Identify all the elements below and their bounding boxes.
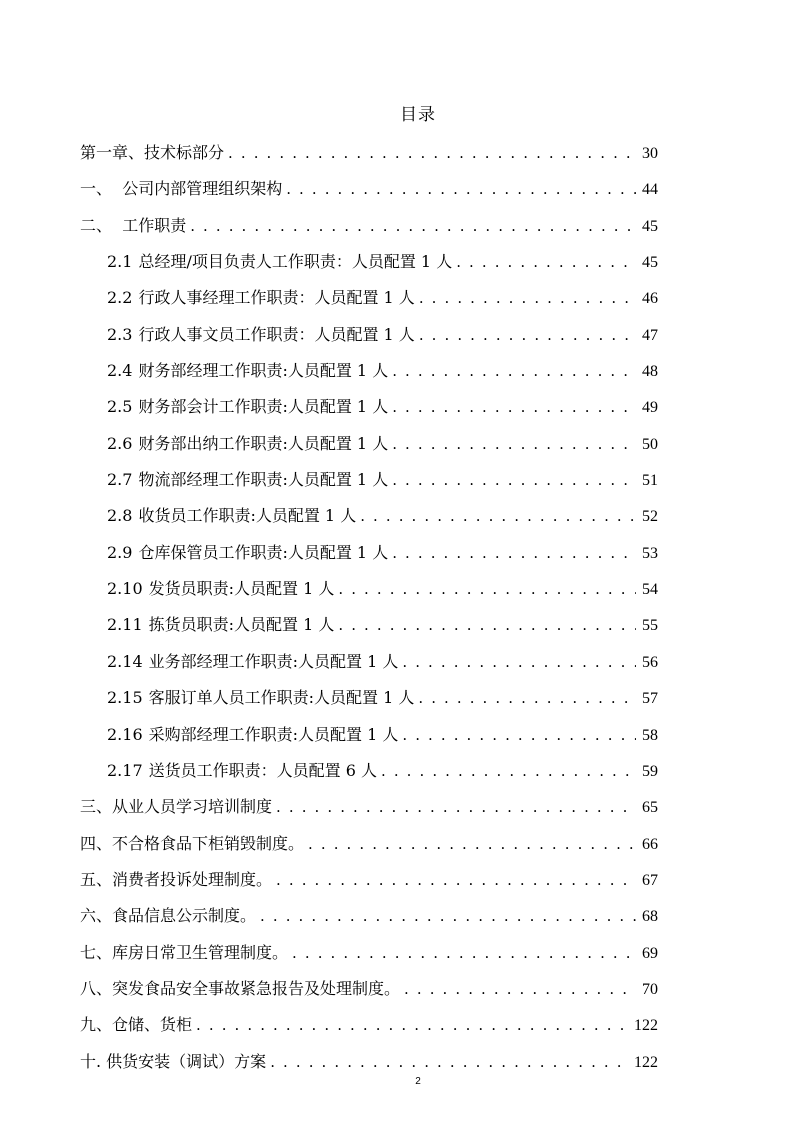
toc-entry-title: 工作职责 bbox=[112, 215, 187, 235]
toc-dot-leader bbox=[456, 249, 636, 275]
toc-entry[interactable] bbox=[80, 831, 658, 867]
toc-dot-leader bbox=[418, 685, 636, 711]
toc-dot-leader bbox=[381, 758, 636, 784]
toc-entry-number: 2.5 bbox=[107, 397, 133, 417]
toc-entry-title: 采购部经理工作职责:人员配置 1 人 bbox=[148, 724, 399, 744]
toc-entry-title: 四、不合格食品下柜销毁制度。 bbox=[80, 833, 305, 853]
toc-dot-leader bbox=[228, 140, 636, 166]
toc-entry[interactable] bbox=[80, 431, 658, 467]
toc-entry-title: 八、突发食品安全事故紧急报告及处理制度。 bbox=[80, 978, 401, 998]
toc-entry[interactable] bbox=[80, 794, 658, 830]
toc-entry-number: 一、 bbox=[80, 179, 113, 199]
toc-entry-title: 行政人事经理工作职责：人员配置 1 人 bbox=[138, 288, 415, 308]
toc-entry-page: 56 bbox=[642, 653, 658, 671]
toc-entry-page: 50 bbox=[642, 435, 658, 453]
toc-entry-page: 65 bbox=[642, 799, 658, 817]
toc-entry-title: 第一章、技术标部分 bbox=[80, 143, 225, 162]
toc-entry-title: 收货员工作职责:人员配置 1 人 bbox=[138, 506, 357, 526]
toc-dot-leader bbox=[270, 1049, 628, 1075]
toc-dot-leader bbox=[404, 976, 636, 1002]
toc-entry-title: 发货员职责:人员配置 1 人 bbox=[148, 579, 335, 599]
toc-entry-page: 68 bbox=[642, 908, 658, 926]
toc-entry-page: 67 bbox=[642, 871, 658, 889]
toc-entry-page: 66 bbox=[642, 835, 658, 853]
toc-entry-page: 70 bbox=[642, 980, 658, 998]
toc-dot-leader bbox=[392, 467, 636, 493]
toc-entry[interactable] bbox=[80, 576, 658, 612]
toc-entry-title: 业务部经理工作职责:人员配置 1 人 bbox=[148, 651, 399, 671]
toc-dot-leader bbox=[196, 1012, 628, 1038]
toc-entry[interactable] bbox=[80, 394, 658, 430]
toc-entry-page: 52 bbox=[642, 508, 658, 526]
toc-entry-title: 九、仓储、货柜 bbox=[80, 1015, 193, 1035]
toc-entry-page: 45 bbox=[642, 217, 658, 235]
toc-entry[interactable] bbox=[80, 685, 658, 721]
toc-entry-number: 二、 bbox=[80, 215, 113, 235]
toc-dot-leader bbox=[276, 867, 636, 893]
toc-entry-page: 55 bbox=[642, 617, 658, 635]
toc-entry[interactable] bbox=[80, 903, 658, 939]
toc-dot-leader bbox=[392, 358, 636, 384]
toc-dot-leader bbox=[260, 903, 636, 929]
toc-dot-leader bbox=[402, 649, 636, 675]
toc-entry[interactable] bbox=[80, 649, 658, 685]
toc-entry-title: 送货员工作职责：人员配置 6 人 bbox=[148, 760, 377, 780]
toc-entry-number: 2.4 bbox=[107, 361, 133, 381]
toc-entry-page: 44 bbox=[642, 181, 658, 199]
toc-entry-page: 122 bbox=[634, 1053, 658, 1071]
toc-dot-leader bbox=[392, 431, 636, 457]
toc-entry-number: 2.16 bbox=[107, 724, 143, 744]
toc-entry[interactable] bbox=[80, 176, 658, 212]
toc-entry-number: 2.9 bbox=[107, 542, 133, 562]
toc-entry-title: 财务部会计工作职责:人员配置 1 人 bbox=[138, 397, 389, 417]
page-number: 2 bbox=[415, 1076, 421, 1087]
toc-entry[interactable] bbox=[80, 503, 658, 539]
toc-entry[interactable] bbox=[80, 867, 658, 903]
toc-entry[interactable] bbox=[80, 285, 658, 321]
toc-dot-leader bbox=[338, 612, 636, 638]
toc-title: 目录 bbox=[400, 105, 436, 125]
toc-entry-page: 59 bbox=[642, 762, 658, 780]
toc-entry-title: 七、库房日常卫生管理制度。 bbox=[80, 942, 289, 962]
toc-entry-page: 46 bbox=[642, 290, 658, 308]
toc-entry-page: 48 bbox=[642, 363, 658, 381]
toc-entry-number: 2.1 bbox=[107, 252, 133, 272]
toc-dot-leader bbox=[419, 322, 636, 348]
toc-entry-page: 54 bbox=[642, 581, 658, 599]
toc-entry-page: 122 bbox=[634, 1017, 658, 1035]
toc-entry-number: 2.11 bbox=[107, 615, 143, 635]
toc-entry-title: 行政人事文员工作职责：人员配置 1 人 bbox=[138, 324, 415, 344]
toc-dot-leader bbox=[286, 176, 636, 202]
toc-entry-title: 三、从业人员学习培训制度 bbox=[80, 797, 273, 817]
toc-dot-leader bbox=[360, 503, 636, 529]
toc-entry[interactable] bbox=[80, 213, 658, 249]
toc-entry-title: 财务部出纳工作职责:人员配置 1 人 bbox=[138, 433, 389, 453]
toc-entry-page: 51 bbox=[642, 472, 658, 490]
toc-entry-title: 总经理/项目负责人工作职责：人员配置 1 人 bbox=[138, 252, 453, 272]
toc-entry[interactable] bbox=[80, 140, 658, 176]
toc-entry-title: 客服订单人员工作职责:人员配置 1 人 bbox=[148, 688, 415, 708]
toc-entry-number: 2.14 bbox=[107, 651, 143, 671]
toc-entry[interactable] bbox=[80, 722, 658, 758]
toc-entry[interactable] bbox=[80, 540, 658, 576]
toc-entry[interactable] bbox=[80, 940, 658, 976]
toc-entry-number: 2.15 bbox=[107, 688, 143, 708]
toc-entry[interactable] bbox=[80, 1012, 658, 1048]
toc-entry-number: 2.17 bbox=[107, 760, 143, 780]
toc-entry-page: 47 bbox=[642, 326, 658, 344]
toc-entry-page: 45 bbox=[642, 254, 658, 272]
toc-dot-leader bbox=[292, 940, 636, 966]
toc-dot-leader bbox=[392, 394, 636, 420]
toc-entry[interactable] bbox=[80, 322, 658, 358]
toc-entry-title: 十. 供货安装（调试）方案 bbox=[80, 1051, 267, 1071]
toc-entry-title: 仓库保管员工作职责:人员配置 1 人 bbox=[138, 542, 389, 562]
toc-entry-number: 2.2 bbox=[107, 288, 133, 308]
toc-entry-number: 2.3 bbox=[107, 324, 133, 344]
toc-entry-number: 2.7 bbox=[107, 470, 133, 490]
toc-entry-page: 57 bbox=[642, 690, 658, 708]
toc-entry-title: 六、食品信息公示制度。 bbox=[80, 906, 257, 926]
toc-dot-leader bbox=[308, 831, 636, 857]
toc-entry-page: 58 bbox=[642, 726, 658, 744]
toc-entry-title: 公司内部管理组织架构 bbox=[112, 179, 283, 199]
toc-dot-leader bbox=[276, 794, 636, 820]
toc-entry-page: 53 bbox=[642, 544, 658, 562]
toc-entry[interactable] bbox=[80, 758, 658, 794]
toc-entry[interactable] bbox=[80, 467, 658, 503]
toc-entry-page: 30 bbox=[642, 145, 658, 162]
toc-entry[interactable] bbox=[80, 358, 658, 394]
toc-entry-number: 2.8 bbox=[107, 506, 133, 526]
toc-entry-page: 69 bbox=[642, 944, 658, 962]
toc-entry-title: 五、消费者投诉处理制度。 bbox=[80, 869, 273, 889]
toc-entry-title: 物流部经理工作职责:人员配置 1 人 bbox=[138, 470, 389, 490]
toc-entry[interactable] bbox=[80, 249, 658, 285]
toc-dot-leader bbox=[338, 576, 636, 602]
toc-entry[interactable] bbox=[80, 612, 658, 648]
toc-dot-leader bbox=[392, 540, 636, 566]
toc-dot-leader bbox=[402, 722, 636, 748]
toc-dot-leader bbox=[190, 213, 636, 239]
table-of-contents bbox=[80, 140, 658, 1085]
toc-entry-number: 2.10 bbox=[107, 579, 143, 599]
toc-entry-page: 49 bbox=[642, 399, 658, 417]
toc-entry-title: 财务部经理工作职责:人员配置 1 人 bbox=[138, 361, 389, 381]
toc-entry-title: 拣货员职责:人员配置 1 人 bbox=[148, 615, 335, 635]
toc-entry-number: 2.6 bbox=[107, 433, 133, 453]
toc-entry[interactable] bbox=[80, 976, 658, 1012]
toc-dot-leader bbox=[419, 285, 636, 311]
